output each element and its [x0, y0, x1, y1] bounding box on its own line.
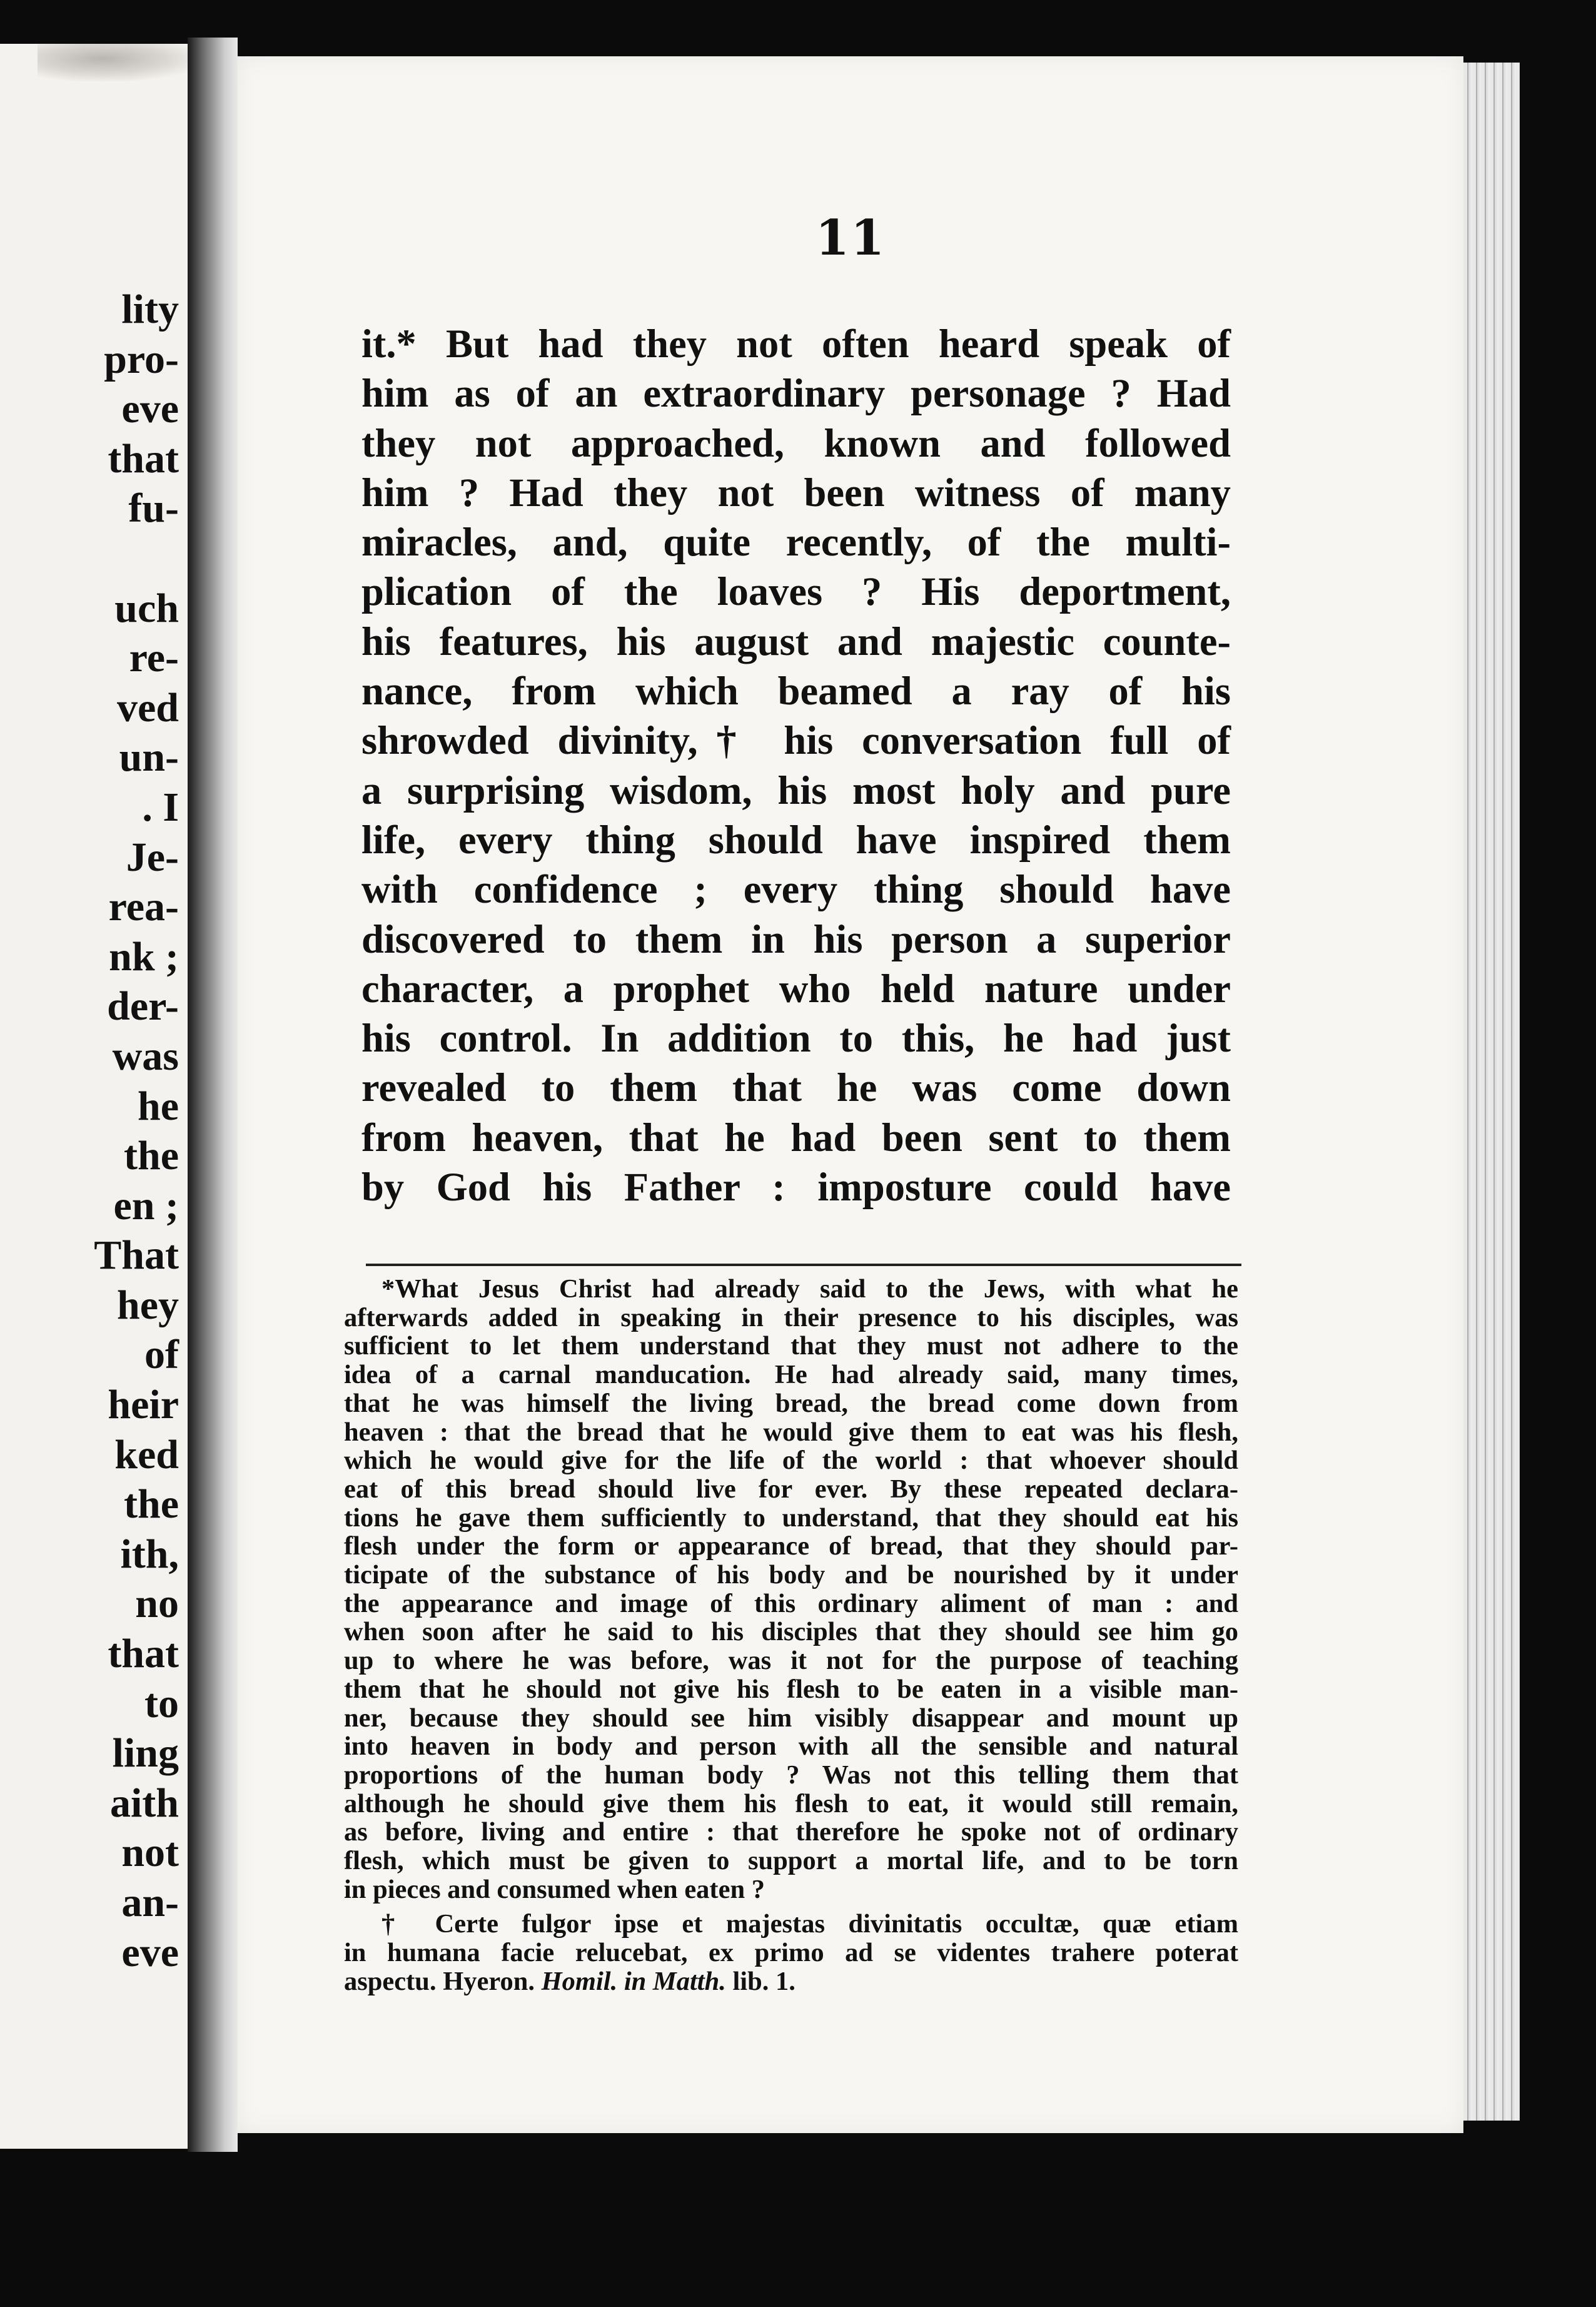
previous-page-fragment: aith	[109, 1780, 179, 1826]
page-stain	[38, 44, 188, 81]
previous-page	[0, 44, 188, 2149]
footnote-1-line: up to where he was before, was it not for the purpose of teaching	[344, 1646, 1238, 1676]
footnote-1-line: in pieces and consumed when eaten ?	[344, 1874, 765, 1904]
previous-page-fragment: of	[144, 1332, 179, 1378]
book-page	[238, 56, 1463, 2133]
footnote-1-line: them that he should not give his flesh to be eaten in a visible man-	[344, 1674, 1238, 1704]
text-line: plication of the loaves ? His deportment,	[361, 569, 1231, 614]
footnote-1-line: the appearance and image of this ordinary aliment of man : and	[344, 1588, 1238, 1618]
previous-page-fragment: that	[108, 1631, 179, 1677]
footnote-2	[344, 1910, 1238, 1995]
footnote-2-line: in humana facie relucebat, ex primo ad se videntes trahere poterat	[344, 1938, 1238, 1968]
footnote-2-book: lib. 1.	[732, 1966, 795, 1996]
footnote-1-line: flesh under the form or appearance of bread, that they should par-	[344, 1531, 1238, 1561]
text-line: by God his Father : imposture could have	[361, 1165, 1231, 1210]
previous-page-fragment: ling	[112, 1730, 179, 1777]
book-gutter	[188, 38, 238, 2152]
footnote-1-line: although he should give them his flesh to eat, it would still remain,	[344, 1788, 1238, 1818]
footnote-1-line: when soon after he said to his disciples that they should see him go	[344, 1617, 1238, 1647]
previous-page-fragment: ith,	[120, 1531, 179, 1577]
text-line: revealed to them that he was come down	[361, 1065, 1231, 1110]
previous-page-fragment: no	[135, 1581, 179, 1627]
page-edges	[1463, 63, 1520, 2121]
text-line: him as of an extraordinary personage ? Had	[361, 371, 1231, 416]
previous-page-fragment: ked	[114, 1431, 179, 1478]
footnote-1-line: into heaven in body and person with all the sensible and natural	[344, 1732, 1238, 1762]
text-line: life, every thing should have inspired them	[361, 817, 1231, 862]
previous-page-fragment: was	[112, 1033, 179, 1079]
text-line: with confidence ; every thing should have	[361, 867, 1231, 912]
text-line: discovered to them in his person a superior	[361, 916, 1231, 961]
footnote-2-line: † Certe fulgor ipse et majestas divinitatis occultæ, quæ etiam	[381, 1909, 1238, 1939]
previous-page-fragment: en ;	[113, 1182, 179, 1229]
previous-page-fragment: heir	[108, 1382, 179, 1428]
previous-page-fragment: the	[124, 1481, 179, 1528]
previous-page-fragment: an-	[121, 1880, 179, 1925]
text-line: character, a prophet who held nature under	[361, 966, 1231, 1011]
previous-page-fragment: uch	[114, 585, 179, 631]
text-line: him ? Had they not been witness of many	[361, 470, 1231, 515]
text-line: miracles, and, quite recently, of the multi-	[361, 520, 1231, 565]
text-line: from heaven, that he had been sent to them	[361, 1115, 1231, 1160]
footnote-1-line: as before, living and entire : that therefore he spoke not of ordinary	[344, 1817, 1238, 1847]
text-line: his control. In addition to this, he had just	[361, 1016, 1231, 1061]
previous-page-fragment: nk ;	[109, 933, 179, 980]
footnote-1-line: *What Jesus Christ had already said to the Jews, with what he	[381, 1274, 1238, 1304]
footnote-1-line: which he would give for the life of the world : that whoever should	[344, 1446, 1238, 1476]
previous-page-fragment: not	[121, 1830, 179, 1876]
previous-page-fragment: eve	[121, 1929, 179, 1975]
previous-page-fragment: pro-	[104, 336, 179, 382]
text-line: it.* But had they not often heard speak of	[361, 322, 1231, 366]
footnote-rule	[366, 1264, 1241, 1266]
footnote-1-line: ticipate of the substance of his body and be nourished by it under	[344, 1560, 1238, 1590]
previous-page-fragment: he	[138, 1083, 179, 1129]
text-line: they not approached, known and followed	[361, 420, 1231, 465]
footnote-1-line: sufficient to let them understand that they must not adhere to the	[344, 1331, 1238, 1361]
previous-page-fragment: der-	[107, 983, 179, 1030]
footnote-1-line: proportions of the human body ? Was not this telling them that	[344, 1760, 1238, 1790]
footnote-1-line: ner, because they should see him visibly disappear and mount up	[344, 1703, 1238, 1733]
text-line: his features, his august and majestic counte-	[361, 619, 1231, 664]
previous-page-text-fragments	[31, 285, 188, 1977]
footnote-1-line: that he was himself the living bread, the bread come down from	[344, 1388, 1238, 1418]
text-line: nance, from which beamed a ray of his	[361, 669, 1231, 714]
previous-page-fragment: re-	[129, 635, 179, 681]
previous-page-fragment: Je-	[126, 834, 179, 880]
previous-page-fragment: rea-	[108, 884, 179, 930]
footnote-2-text: aspectu. Hyeron.	[344, 1966, 535, 1996]
footnote-1-line: eat of this bread should live for ever. By these repeated declara-	[344, 1474, 1238, 1504]
previous-page-fragment: un-	[119, 734, 179, 781]
footnote-1-line: heaven : that the bread that he would give them to eat was his flesh,	[344, 1417, 1238, 1447]
text-line: shrowded divinity,† his conversation full of	[361, 718, 1231, 763]
text-line: a surprising wisdom, his most holy and pure	[361, 768, 1231, 813]
footnote-2-citation: Homil. in Matth.	[541, 1966, 726, 1996]
footnote-2-line	[344, 1967, 1238, 1996]
previous-page-fragment: That	[94, 1232, 179, 1279]
previous-page-fragment: eve	[121, 386, 179, 432]
footnote-1-line: idea of a carnal manducation. He had already said, many times,	[344, 1360, 1238, 1390]
previous-page-fragment: fu-	[128, 485, 179, 532]
previous-page-fragment: lity	[121, 286, 179, 332]
footnote-1	[344, 1275, 1238, 1904]
previous-page-fragment	[31, 534, 188, 584]
footnote-1-line: tions he gave them sufficiently to understand, that they should eat his	[344, 1503, 1238, 1533]
previous-page-fragment: . I	[142, 784, 179, 830]
previous-page-fragment: the	[124, 1133, 179, 1179]
previous-page-fragment: hey	[117, 1282, 179, 1328]
previous-page-fragment: that	[108, 435, 179, 482]
footnote-1-line: afterwards added in speaking in their presence to his disciples, was	[344, 1302, 1238, 1332]
footnotes	[344, 1275, 1238, 1996]
page-number: 11	[815, 210, 886, 266]
main-text	[361, 319, 1231, 1212]
previous-page-fragment: to	[144, 1680, 179, 1726]
previous-page-fragment: ved	[117, 684, 179, 731]
footnote-1-line: flesh, which must be given to support a mortal life, and to be torn	[344, 1846, 1238, 1876]
